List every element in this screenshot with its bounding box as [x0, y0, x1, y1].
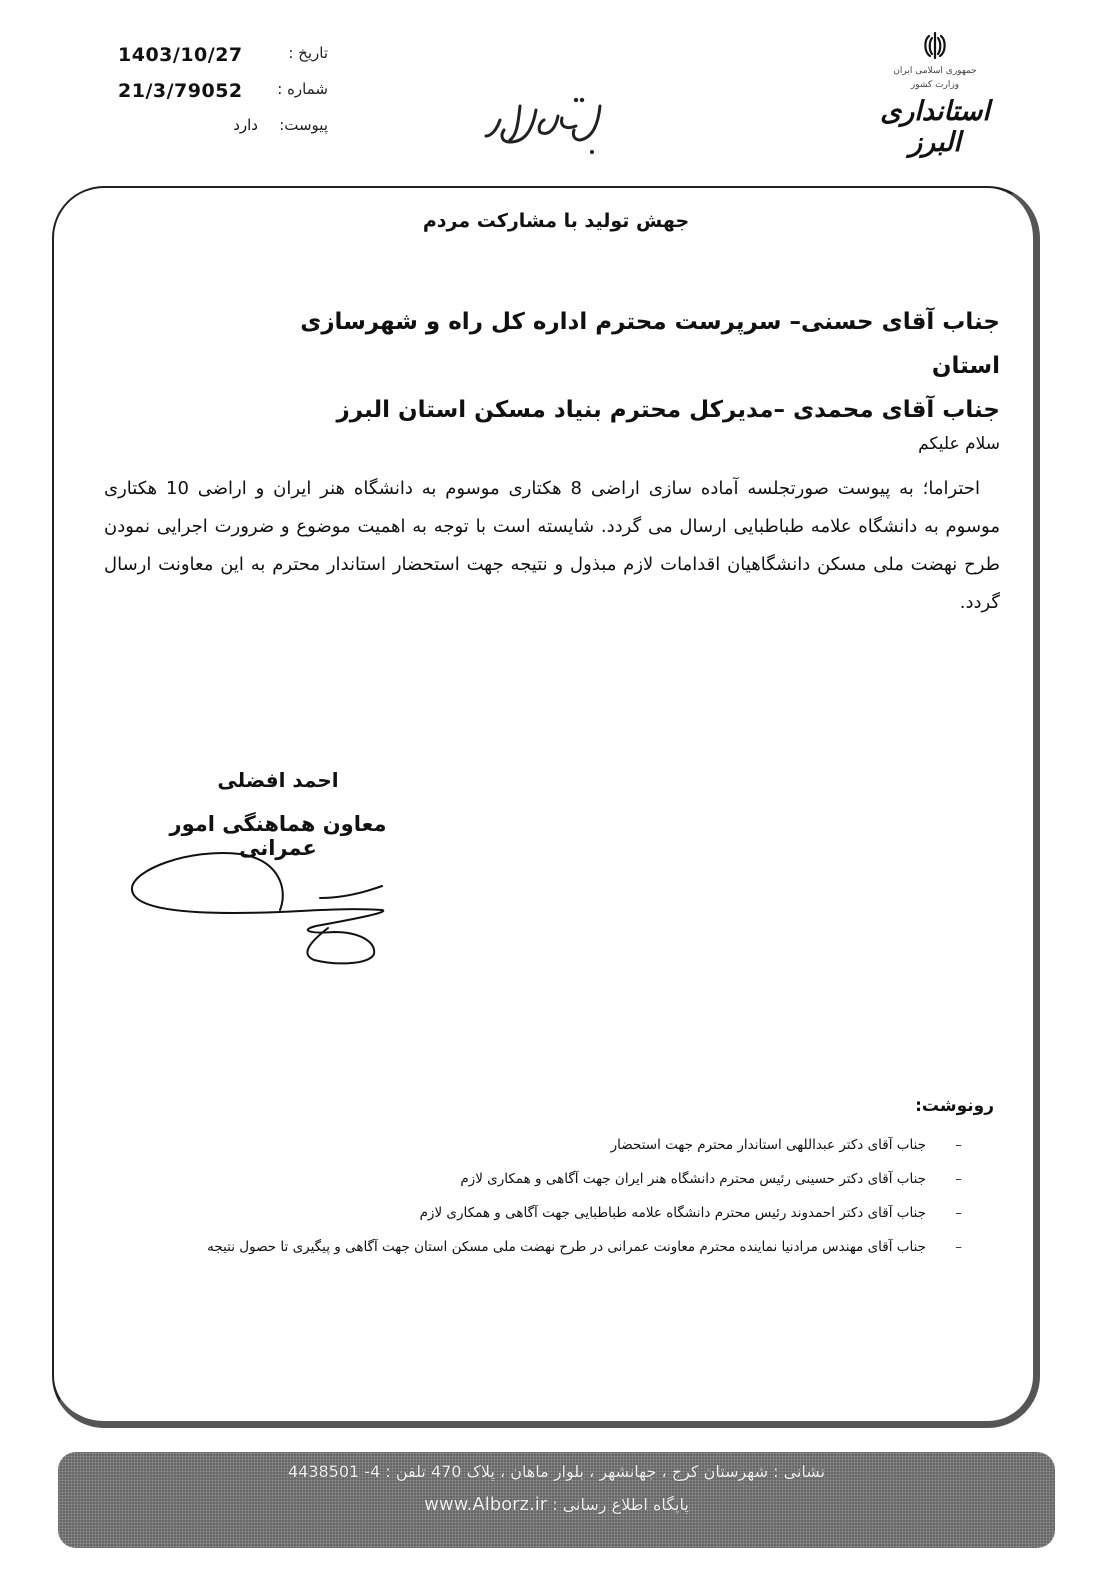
footer-portal-label: پایگاه اطلاع رسانی :: [552, 1495, 689, 1514]
slogan: جهش تولید با مشارکت مردم: [422, 210, 690, 232]
letter-meta: [118, 44, 328, 152]
cc-item-text: جناب آقای مهندس مرادنیا نماینده محترم معاونت عمرانی در طرح نهضت ملی مسکن استان جهت آگاهی و پیگیری تا حصول نتیجه: [207, 1239, 926, 1255]
alborz-governorate-logo: [850, 30, 1020, 180]
recipient-line: جناب آقای حسنی– سرپرست محترم اداره کل راه و شهرسازی استان: [300, 309, 1000, 379]
signatory-title: معاون هماهنگی امور عمرانی: [169, 812, 387, 860]
dash-bullet-icon: –: [955, 1171, 962, 1187]
greeting: سلام علیکم: [918, 434, 1000, 454]
letter-body: [104, 470, 1000, 622]
recipients: [300, 300, 1000, 432]
attachment-value: دارد: [233, 116, 258, 134]
cc-heading: رونوشت:: [915, 1096, 994, 1116]
body-paragraph: احتراما؛ به پیوست صورتجلسه آماده سازی اراضی 8 هکتاری موسوم به دانشگاه هنر ایران و اراضی 10 هکتاری موسوم به دانشگاه علامه طباطبایی ارسال می گردد. شایسته است با توجه به اهمیت موضوع و ضرورت اجرایی نمودن طرح نهضت ملی مسکن دانشگاهیان اقدامات لازم مبذول و نتیجه جهت استحضار استاندار محترم به این معاونت ارسال گردد.: [104, 478, 1000, 613]
logo-ministry-text: وزارت کشور: [910, 80, 960, 90]
number-value: 21/3/79052: [118, 80, 243, 102]
attachment-row: [118, 116, 328, 152]
dash-bullet-icon: –: [955, 1137, 962, 1153]
basmala-calligraphy: [480, 96, 610, 156]
recipient-line: جناب آقای محمدی –مدیرکل محترم بنیاد مسکن استان البرز: [336, 397, 1000, 423]
footer-portal-url[interactable]: www.Alborz.ir: [424, 1494, 548, 1515]
logo-republic-text: جمهوری اسلامی ایران: [893, 66, 977, 76]
signature: [120, 850, 400, 970]
footer-address: نشانی : شهرستان کرج ، جهانشهر ، بلوار ماهان ، پلاک 470 تلفن : 4- 4438501: [287, 1462, 826, 1481]
date-row: [118, 44, 328, 80]
footer-portal: [58, 1494, 1055, 1515]
cc-item-text: جناب آقای دکتر حسینی رئیس محترم دانشگاه هنر ایران جهت آگاهی و همکاری لازم: [460, 1171, 926, 1187]
cc-item: [142, 1230, 962, 1264]
signatory-name: احمد افضلی: [217, 768, 339, 792]
attachment-label: پیوست:: [279, 116, 328, 134]
number-row: [118, 80, 328, 116]
cc-list: [142, 1128, 962, 1264]
dash-bullet-icon: –: [955, 1205, 962, 1221]
date-label: تاریخ :: [288, 44, 328, 62]
footer-banner: [58, 1452, 1055, 1548]
cc-item: [142, 1128, 962, 1162]
logo-governorate-text: استانداری البرز: [880, 96, 990, 158]
dash-bullet-icon: –: [955, 1239, 962, 1255]
cc-item: [142, 1162, 962, 1196]
cc-item-text: جناب آقای دکتر عبداللهی استاندار محترم جهت استحضار: [610, 1137, 926, 1153]
date-value: 1403/10/27: [118, 44, 243, 66]
cc-item: [142, 1196, 962, 1230]
iran-emblem-icon: [920, 30, 950, 62]
number-label: شماره :: [277, 80, 328, 98]
cc-item-text: جناب آقای دکتر احمدوند رئیس محترم دانشگاه علامه طباطبایی جهت آگاهی و همکاری لازم: [419, 1205, 926, 1221]
